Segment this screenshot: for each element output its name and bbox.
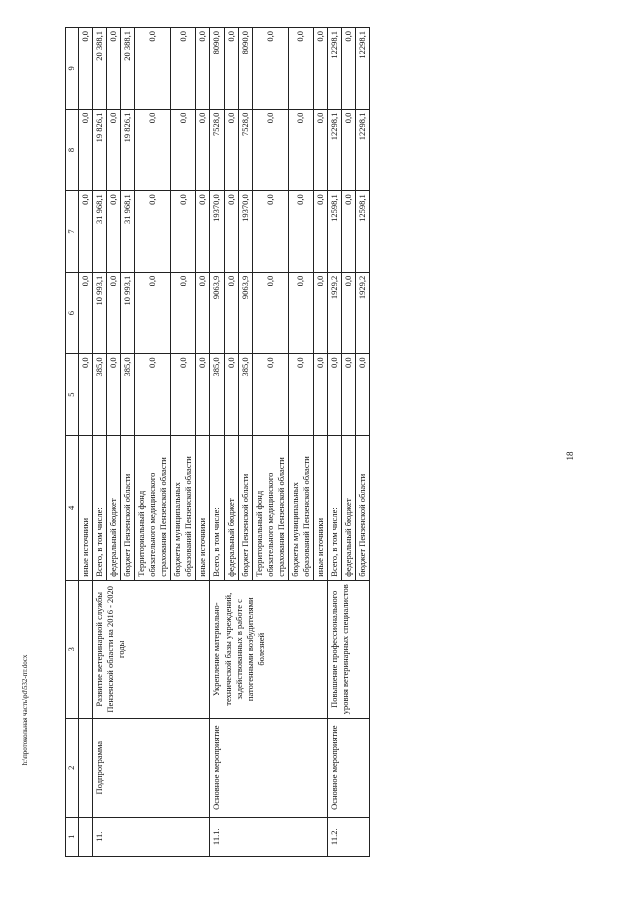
- page-number: 18: [565, 451, 575, 461]
- budget-value: 1929,2: [327, 272, 341, 354]
- budget-value: 12298,1: [355, 28, 369, 110]
- budget-value: 0,0: [313, 191, 327, 273]
- budget-value: 19 826,1: [121, 109, 135, 191]
- budget-value: 19370,0: [210, 191, 224, 273]
- budget-value: 0,0: [224, 354, 238, 436]
- budget-value: 0,0: [196, 354, 210, 436]
- table-body: [79, 28, 370, 857]
- table-row: [93, 28, 107, 857]
- budget-value: 0,0: [252, 191, 288, 273]
- budget-value: 8090,0: [210, 28, 224, 110]
- budget-value: 31 968,1: [93, 191, 107, 273]
- budget-table: [65, 27, 370, 857]
- budget-value: 0,0: [288, 191, 313, 273]
- empty-cell: [79, 580, 93, 718]
- budget-value: 0,0: [224, 191, 238, 273]
- budget-value: 0,0: [313, 272, 327, 354]
- funding-source-label: федеральный бюджет: [224, 435, 238, 580]
- item-type: Подпрограмма: [93, 718, 210, 817]
- budget-value: 12598,1: [355, 191, 369, 273]
- budget-value: 0,0: [79, 272, 93, 354]
- funding-source-label: Всего, в том числе:: [93, 435, 107, 580]
- budget-value: 0,0: [288, 354, 313, 436]
- budget-value: 0,0: [135, 109, 171, 191]
- funding-source-label: иные источники: [79, 435, 93, 580]
- budget-value: 0,0: [313, 109, 327, 191]
- budget-value: 0,0: [196, 28, 210, 110]
- funding-source-label: бюджет Пензенской области: [238, 435, 252, 580]
- empty-cell: [79, 718, 93, 817]
- footer-file-path: h:\протокольная часть\pd\532-пт.docx: [21, 654, 29, 766]
- funding-source-label: иные источники: [313, 435, 327, 580]
- budget-value: 0,0: [252, 272, 288, 354]
- funding-source-label: федеральный бюджет: [107, 435, 121, 580]
- budget-value: 0,0: [341, 28, 355, 110]
- budget-value: 0,0: [224, 109, 238, 191]
- budget-value: 1929,2: [355, 272, 369, 354]
- budget-value: 0,0: [135, 191, 171, 273]
- budget-value: 12598,1: [327, 191, 341, 273]
- budget-value: 0,0: [313, 354, 327, 436]
- budget-value: 0,0: [313, 28, 327, 110]
- budget-value: 0,0: [327, 354, 341, 436]
- budget-value: 19 826,1: [93, 109, 107, 191]
- budget-value: 0,0: [355, 354, 369, 436]
- funding-source-label: Территориальный фонд обязательного медицинского страхования Пензенской области: [135, 435, 171, 580]
- header-row: [66, 28, 79, 857]
- budget-value: 12298,1: [327, 28, 341, 110]
- budget-value: 0,0: [252, 28, 288, 110]
- budget-value: 0,0: [341, 272, 355, 354]
- budget-value: 10 993,1: [121, 272, 135, 354]
- column-header: 8: [66, 109, 79, 191]
- budget-value: 0,0: [252, 354, 288, 436]
- budget-value: 0,0: [171, 272, 196, 354]
- budget-value: 0,0: [224, 272, 238, 354]
- budget-value: 0,0: [135, 272, 171, 354]
- budget-value: 0,0: [341, 354, 355, 436]
- budget-value: 0,0: [107, 354, 121, 436]
- budget-value: 0,0: [135, 354, 171, 436]
- column-header: 3: [66, 580, 79, 718]
- funding-source-label: Территориальный фонд обязательного медицинского страхования Пензенской области: [252, 435, 288, 580]
- item-number: 11.2.: [327, 817, 369, 856]
- table-row: [79, 28, 93, 857]
- budget-value: 0,0: [79, 191, 93, 273]
- column-header: 7: [66, 191, 79, 273]
- item-name: Повышение профессионального уровня ветеринарных специалистов: [327, 580, 369, 718]
- funding-source-label: Всего, в том числе:: [327, 435, 341, 580]
- budget-value: 0,0: [196, 272, 210, 354]
- budget-value: 7528,0: [238, 109, 252, 191]
- budget-value: 9063,9: [210, 272, 224, 354]
- column-header: 4: [66, 435, 79, 580]
- budget-value: 0,0: [171, 28, 196, 110]
- budget-value: 0,0: [107, 191, 121, 273]
- budget-value: 0,0: [196, 191, 210, 273]
- table-row: [327, 28, 341, 857]
- budget-value: 0,0: [341, 109, 355, 191]
- column-header: 5: [66, 354, 79, 436]
- budget-value: 19370,0: [238, 191, 252, 273]
- budget-value: 7528,0: [210, 109, 224, 191]
- column-header: 1: [66, 817, 79, 856]
- budget-value: 8090,0: [238, 28, 252, 110]
- column-header: 9: [66, 28, 79, 110]
- budget-value: 0,0: [288, 272, 313, 354]
- budget-value: 0,0: [196, 109, 210, 191]
- budget-value: 12298,1: [355, 109, 369, 191]
- item-number: 11.: [93, 817, 210, 856]
- column-header: 2: [66, 718, 79, 817]
- funding-source-label: бюджеты муниципальных образований Пензенской области: [171, 435, 196, 580]
- funding-source-label: бюджет Пензенской области: [355, 435, 369, 580]
- item-name: Укрепление материально-технической базы учреждений, задействованных в работе с патогенными возбудителями болезней: [210, 580, 327, 718]
- budget-value: 0,0: [107, 109, 121, 191]
- empty-cell: [79, 817, 93, 856]
- item-name: Развитие ветеринарной службы Пензенской области на 2016 - 2020 годы: [93, 580, 210, 718]
- table-row: [210, 28, 224, 857]
- rotated-table-container: [65, 27, 575, 857]
- budget-value: 10 993,1: [93, 272, 107, 354]
- budget-value: 0,0: [171, 109, 196, 191]
- funding-source-label: Всего, в том числе:: [210, 435, 224, 580]
- budget-value: 9063,9: [238, 272, 252, 354]
- funding-source-label: бюджет Пензенской области: [121, 435, 135, 580]
- funding-source-label: федеральный бюджет: [341, 435, 355, 580]
- budget-value: 0,0: [171, 354, 196, 436]
- budget-value: 0,0: [107, 28, 121, 110]
- budget-value: 0,0: [79, 109, 93, 191]
- budget-value: 0,0: [288, 109, 313, 191]
- budget-value: 385,0: [93, 354, 107, 436]
- budget-value: 0,0: [252, 109, 288, 191]
- budget-value: 0,0: [135, 28, 171, 110]
- item-number: 11.1.: [210, 817, 327, 856]
- budget-value: 20 388,1: [93, 28, 107, 110]
- budget-value: 0,0: [107, 272, 121, 354]
- budget-value: 385,0: [238, 354, 252, 436]
- budget-value: 31 968,1: [121, 191, 135, 273]
- budget-value: 0,0: [341, 191, 355, 273]
- budget-value: 0,0: [79, 354, 93, 436]
- budget-value: 385,0: [121, 354, 135, 436]
- budget-value: 385,0: [210, 354, 224, 436]
- budget-value: 0,0: [224, 28, 238, 110]
- budget-value: 12298,1: [327, 109, 341, 191]
- column-header: 6: [66, 272, 79, 354]
- budget-value: 20 388,1: [121, 28, 135, 110]
- budget-value: 0,0: [171, 191, 196, 273]
- funding-source-label: бюджеты муниципальных образований Пензенской области: [288, 435, 313, 580]
- budget-value: 0,0: [288, 28, 313, 110]
- item-type: Основное мероприятие: [327, 718, 369, 817]
- item-type: Основное мероприятие: [210, 718, 327, 817]
- budget-value: 0,0: [79, 28, 93, 110]
- funding-source-label: иные источники: [196, 435, 210, 580]
